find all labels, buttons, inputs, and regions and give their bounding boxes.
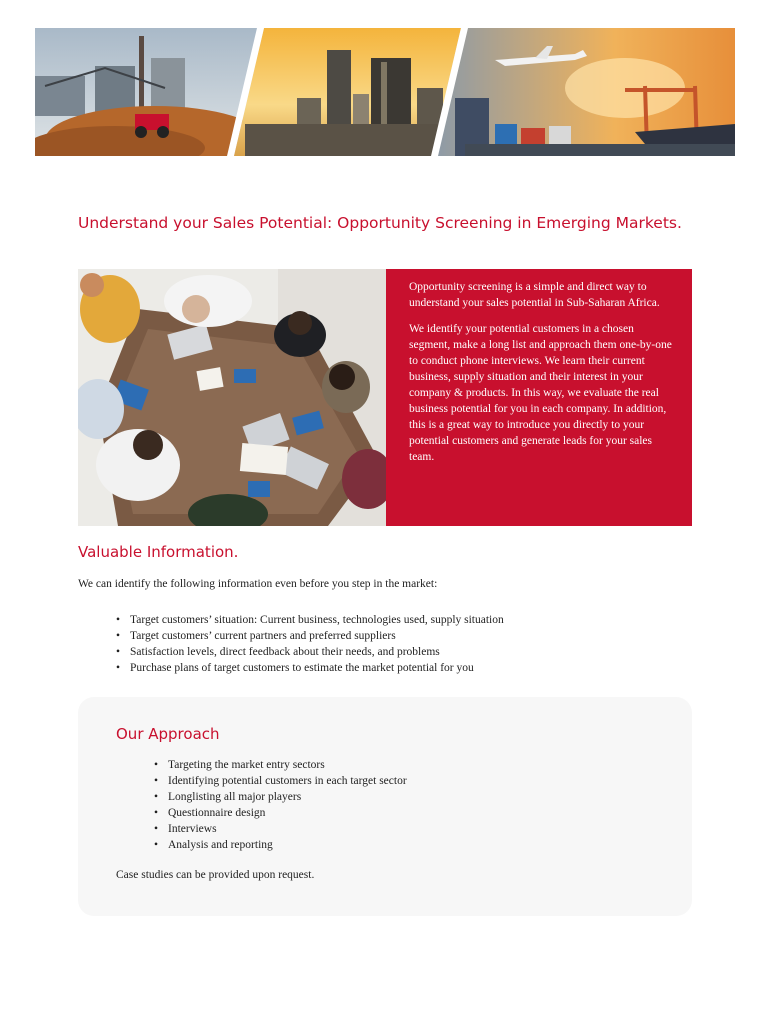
list-item: • Identifying potential customers in each target sector	[154, 773, 407, 789]
city-skyline-panel	[234, 28, 461, 156]
valuable-info-title: Valuable Information.	[78, 543, 239, 561]
list-item: • Target customers’ current partners and preferred suppliers	[116, 628, 504, 644]
intro-paragraph-2: We identify your potential customers in a chosen segment, make a long list and approach them one-by-one to conduct phone interviews. We learn their current business, supply situation and their interest in your company & products. In this way, we evaluate the real business potential for you in each company. In addition, this is a great way to introduce you directly to your potential customers and generate leads for your sales team.	[409, 323, 672, 463]
list-item: • Satisfaction levels, direct feedback about their needs, and problems	[116, 644, 504, 660]
header-banner-image	[35, 28, 735, 156]
approach-list	[154, 757, 407, 853]
case-studies-note: Case studies can be provided upon request.	[116, 869, 315, 881]
team-meeting-photo	[78, 269, 386, 526]
intro-paragraph-1: Opportunity screening is a simple and direct way to understand your sales potential in Sub-Saharan Africa.	[409, 281, 660, 309]
list-item: • Targeting the market entry sectors	[154, 757, 407, 773]
list-item: • Purchase plans of target customers to estimate the market potential for you	[116, 660, 504, 676]
list-item: • Target customers’ situation: Current business, technologies used, supply situation	[116, 612, 504, 628]
page-headline: Understand your Sales Potential: Opportunity Screening in Emerging Markets.	[78, 214, 682, 232]
logistics-panel	[434, 28, 735, 156]
valuable-info-intro: We can identify the following information even before you step in the market:	[78, 578, 438, 590]
list-item: • Interviews	[154, 821, 407, 837]
approach-box	[78, 697, 692, 916]
list-item: • Questionnaire design	[154, 805, 407, 821]
list-item: • Analysis and reporting	[154, 837, 407, 853]
intro-panel	[386, 269, 692, 526]
approach-title: Our Approach	[116, 725, 220, 743]
valuable-info-list	[116, 612, 504, 676]
industry-panel	[35, 28, 265, 156]
list-item: • Longlisting all major players	[154, 789, 407, 805]
